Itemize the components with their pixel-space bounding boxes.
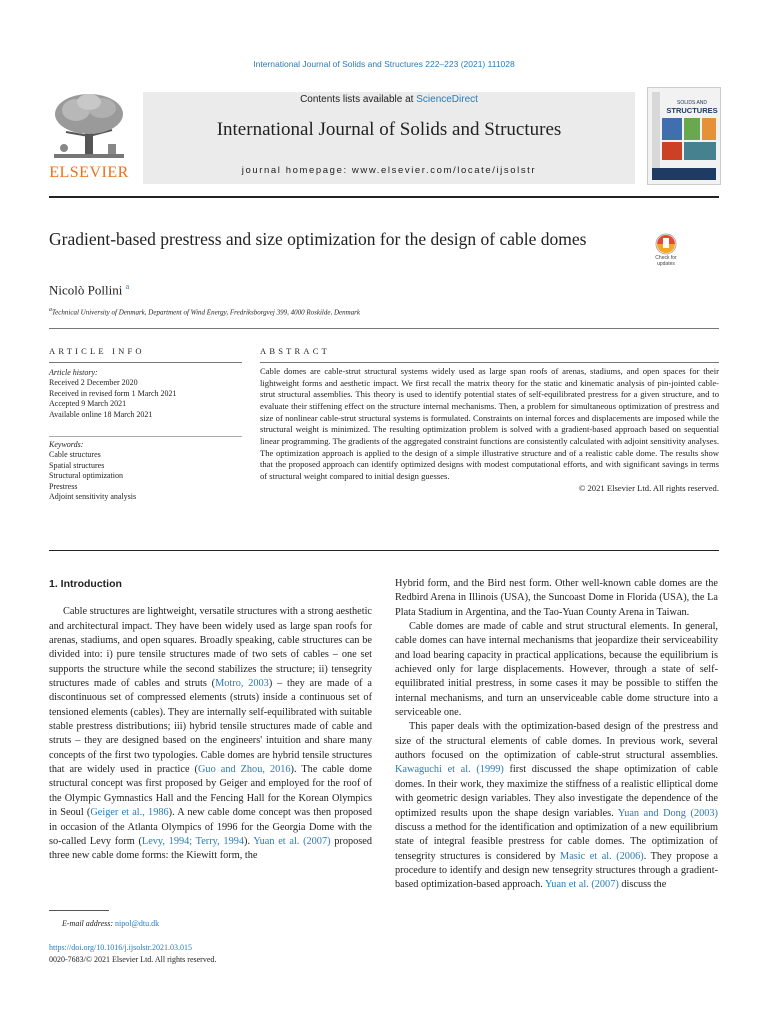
journal-homepage[interactable]: journal homepage: www.elsevier.com/locate/ijsolstr [241, 165, 537, 176]
keyword: Prestress [49, 481, 78, 491]
history-item: Accepted 9 March 2021 [49, 399, 127, 409]
publisher-logo: ELSEVIER [49, 164, 129, 181]
citation-link[interactable]: Yuan et al. (2007) [253, 835, 331, 847]
cover-title-main: STRUCTURES [666, 106, 718, 115]
body-column-left [49, 577, 372, 864]
cover-title-small: SOLIDS AND [676, 100, 707, 106]
abstract-copyright: © 2021 Elsevier Ltd. All rights reserved. [578, 482, 719, 493]
citation-link[interactable]: Yuan et al. (2007) [545, 879, 619, 891]
section-heading: 1. Introduction [49, 578, 122, 590]
email-footnote [62, 919, 159, 928]
citation-link[interactable]: Guo and Zhou, 2016 [198, 764, 291, 776]
affiliation-text: Technical University of Denmark, Department of Wind Energy, Fredriksborgvej 399, 4000 Roskilde, Denmark [51, 308, 360, 317]
text-run: ). The cable dome structural concept was first proposed by Geiger and employed for the roof of the Olympic Gymnastics Hall and the Fencing Hall for the Korean Olympics in Seoul ( [49, 764, 373, 819]
text-run: ). A new cable dome concept was then proposed in occasion of the Atlanta Olympics of 1996 for the Georgia Dome with the so-called Levy form ( [49, 807, 372, 847]
abstract-text: Cable domes are cable-strut structural systems widely used as large span roofs of arenas, stadiums, and open spaces for their lightweight forms and aesthetic impact. We first recall the matrix theory for the static and kinematic analysis of pin-jointed cable-strut structural assemblies. This theory is used to identify potential states of self-equilibrated prestress for a given structure, and to evaluate their stiffening effect on the structure internal mechanisms. Then, a problem for simultaneous optimization of prestress and size of nonlinear cable-strut structural systems is formulated. Constraints on internal forces and displacements are imposed while the structural weight is minimized. The resulting optimization problem is solved with a gradient-based approach based on sequential linear programming. The gradients of the aggregated constraint functions are consistently calculated with adjoint sensitivity analyses. The optimization approach is applied to the design of a simple illustrative structure and of a realistic cable dome. The results show that the proposed approach can identify optimized designs with modest computational efforts, and with significant savings in terms of structural weight compared to initial design guesses. [260, 366, 719, 481]
author-name: Nicolò Pollini [49, 282, 123, 298]
text-run: proposed three new cable dome forms: the Kiewitt form, the [49, 835, 373, 862]
history-item: Available online 18 March 2021 [49, 409, 153, 419]
text-run: first discussed the shape optimization of cable domes. In their work, they maximize the stiffness of a realistic elliptical dome with geometric design variables. They also investigate the dependence of the optimized results upon the shape design variables. [395, 764, 719, 819]
keyword: Structural optimization [49, 471, 123, 481]
affiliation [49, 307, 360, 316]
citation-link[interactable]: Kawaguchi et al. (1999) [395, 764, 504, 776]
journal-title: International Journal of Solids and Structures [216, 119, 562, 140]
issn-copyright: 0020-7683/© 2021 Elsevier Ltd. All rights reserved. [49, 955, 217, 964]
author [49, 282, 129, 298]
author-affil-marker[interactable]: a [125, 282, 130, 291]
citation-link[interactable]: Motro, 2003 [215, 678, 269, 690]
citation-link[interactable]: Yuan and Dong (2003) [617, 807, 718, 819]
email-link[interactable]: nipol@dtu.dk [115, 919, 160, 928]
paper-title: Gradient-based prestress and size optimization for the design of cable domes [49, 229, 587, 249]
keywords-label: Keywords: [49, 440, 84, 449]
text-run: This paper deals with the optimization-based design of the prestress and size of the structural elements of cable domes. In previous work, several authors focused on the optimization of cable-strut structural assemblies. [395, 721, 718, 762]
text-run: ). [244, 835, 254, 847]
journal-citation[interactable]: International Journal of Solids and Structures 222–223 (2021) 111028 [253, 59, 515, 69]
contents-prefix: Contents lists available at [300, 94, 417, 105]
header-rule [49, 196, 719, 198]
intro-paragraph-2: Cable domes are made of cable and strut structural elements. In general, cable domes can have internal mechanisms that jeopardize their serviceability and load bearing capacity in practical applications, because the equilibrium is achieved only for large displacements. However, through a state of self-equilibrated initial prestress, in some cases it may be possible to stiffen the internal mechanisms, and turn an unserviceable cable dome structure into a serviceable one. [395, 621, 718, 719]
email-label: E-mail address: [62, 919, 116, 928]
abstract-heading: ABSTRACT [260, 346, 330, 356]
badge-label: Check for updates [655, 255, 677, 267]
keyword: Cable structures [49, 450, 101, 460]
intro-paragraph-cont: Hybrid form, and the Bird nest form. Other well-known cable domes are the Redbird Arena in Illinois (USA), the Suncoast Dome in Florida (USA), the La Plata Stadium in Argentina, and the Tao-Yuan County Arena in Taiwan. [395, 578, 718, 618]
sciencedirect-link[interactable]: ScienceDirect [416, 94, 478, 105]
intro-paragraph-3 [395, 720, 718, 892]
affil-marker: a [49, 307, 52, 313]
rule-above-info [49, 328, 719, 329]
keywords-rule [49, 436, 242, 437]
text-run: Cable structures are lightweight, versatile structures with a strong aesthetic and architectural impact. They have been widely used as large span roofs for arenas, stadiums, and open squares. Broadly speaking, cable structures can be divided into: i) pure tensile structures made of two sets of cables – one set supports the structure while the second stabilizes the structure; ii) tensegrity structures made of cables and struts ( [49, 606, 372, 690]
journal-cover [647, 87, 721, 185]
text-run: ) – they are made of a discontinuous set of compressed elements (struts) inside a continuous set of tensioned elements (cables). They are internally self-equilibrated with suitable stable prestress distributions; iii) hybrid tensile structures made of cable and struts – they are designed based on the engineers' intuition and share many concepts of the first two typologies. Cable domes are hybrid tensile structures that are widely used in practice ( [49, 678, 372, 776]
keyword: Adjoint sensitivity analysis [49, 492, 137, 502]
text-run: discuss the [618, 879, 667, 891]
article-info-heading: ARTICLE INFO [49, 346, 145, 356]
keyword: Spatial structures [49, 460, 105, 470]
abstract-body [260, 366, 719, 494]
check-for-updates-badge[interactable] [647, 231, 685, 269]
citation-link[interactable]: Geiger et al., 1986 [90, 807, 169, 819]
body-rule [49, 550, 719, 551]
abstract-rule [260, 362, 719, 363]
keywords [49, 440, 242, 502]
history-item: Received 2 December 2020 [49, 378, 138, 388]
doi-link[interactable]: https://doi.org/10.1016/j.ijsolstr.2021.03.015 [49, 943, 192, 952]
text-run: . They propose a procedure to identify and design new tensegrity structures through a gradient-based optimization-based approach. [395, 850, 718, 891]
info-rule [49, 362, 242, 363]
text-run: discuss a method for the identification and optimization of a new equilibrium state of integral feasible prestress for cable domes. The optimization of tensegrity structures is considered by [395, 821, 718, 862]
article-history [49, 368, 242, 420]
history-item: Received in revised form 1 March 2021 [49, 388, 177, 398]
citation-link[interactable]: Masic et al. (2006) [560, 850, 644, 862]
body-column-right [395, 577, 718, 893]
contents-line [143, 94, 635, 105]
history-label: Article history: [49, 368, 98, 377]
citation-link[interactable]: Levy, 1994; Terry, 1994 [141, 835, 245, 847]
intro-paragraph-1 [49, 605, 372, 863]
footnote-rule [49, 910, 109, 911]
